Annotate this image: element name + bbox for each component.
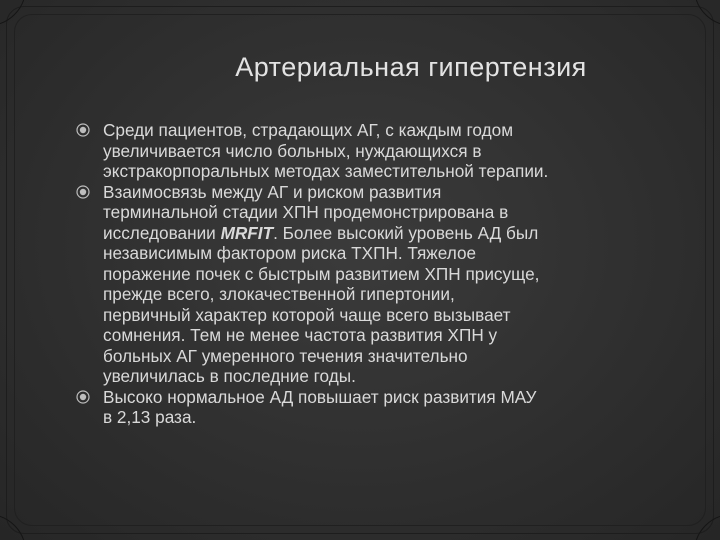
bullet-text: Среди пациентов, страдающих АГ, с каждым годом увеличивается число больных, нуждающихся в экстракорпоральных методах заместительной терапии. [103, 120, 549, 181]
bullet-item [76, 120, 636, 182]
circle-bullet-icon [76, 185, 90, 199]
bullet-item [76, 387, 636, 428]
circle-bullet-icon [76, 390, 90, 404]
study-name: MRFIT [220, 222, 274, 243]
bullet-list [76, 120, 636, 428]
slide-title: Артериальная гипертензия [235, 52, 587, 82]
circle-bullet-icon [76, 123, 90, 137]
bullet-text: Высоко нормальное АД повышает риск развития МАУ в 2,13 раза. [103, 386, 537, 427]
bullet-text: Взаимосвязь между АГ и риском развития терминальной стадии ХПН продемонстрирована в исследовании MRFIT. Более высокий уровень АД был независимым фактором риска ТХПН. Тяжелое поражение почек с быстрым развитием ХПН присуще, прежде всего, злокачественной гипертонии, первичный характер которой чаще всего вызывает сомнения. Тем не менее частота развития ХПН у больных АГ умеренного течения значительно увеличилась в последние годы. [103, 181, 540, 386]
bullet-item [76, 182, 636, 387]
